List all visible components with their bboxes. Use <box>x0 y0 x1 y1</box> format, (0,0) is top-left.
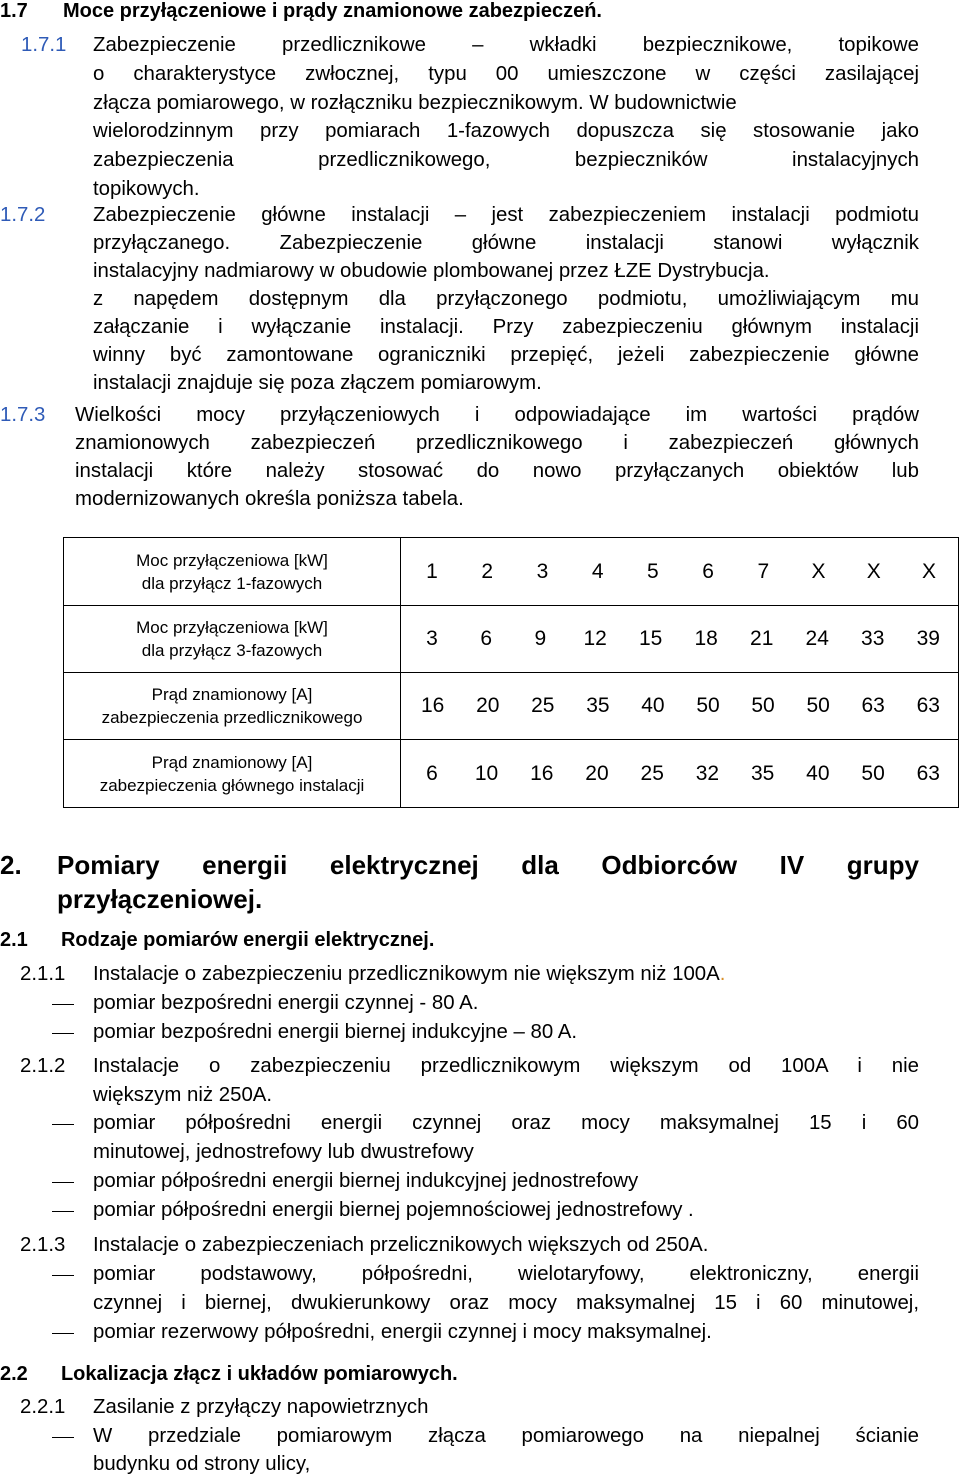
section-title: Rodzaje pomiarów energii elektrycznej. <box>60 929 435 951</box>
table-cell: 6 <box>480 627 492 650</box>
list-item-continuation: budynku od strony ulicy, <box>93 1453 311 1475</box>
rating-table <box>63 537 959 808</box>
paragraph-number: 2.1.3 <box>20 1234 66 1256</box>
text-line: instalacji które należy stosować do nowo przyłączanych obiektów lub <box>75 460 919 482</box>
text-line: topikowych. <box>93 178 200 200</box>
text-line: modernizowanych określa poniższa tabela. <box>75 488 464 510</box>
text-segment: Przy zabezpieczeniu głównym instalacji <box>492 316 919 338</box>
table-cell: 16 <box>421 694 445 717</box>
table-cell: 5 <box>647 559 659 583</box>
list-item: pomiar półpośredni energii biernej pojemnościowej jednostrefowy . <box>93 1199 694 1221</box>
table-cell: 21 <box>750 627 774 650</box>
table-cell: 7 <box>757 559 770 583</box>
list-item-continuation: czynnej i biernej, dwukierunkowy oraz mocy maksymalnej 15 i 60 minutowej, <box>93 1292 919 1314</box>
row-values <box>401 538 959 606</box>
table-cell: 10 <box>474 761 499 785</box>
table-cell: 40 <box>806 761 830 785</box>
table-cell: 3 <box>536 559 549 583</box>
list-item: W przedziale pomiarowym złącza pomiarowego na niepalnej ścianie <box>93 1425 919 1447</box>
text-line <box>93 229 919 257</box>
row-label-line: zabezpieczenia głównego instalacji <box>99 775 365 795</box>
table-cell: 32 <box>695 761 720 785</box>
paragraph-number: 2.1.2 <box>20 1055 66 1077</box>
table-cell: 63 <box>861 694 885 717</box>
row-label-line: dla przyłącz 1-fazowych <box>141 573 323 593</box>
table-cell: 39 <box>916 627 940 650</box>
list-item: pomiar podstawowy, półpośredni, wielotaryfowy, elektroniczny, energii <box>93 1263 919 1285</box>
table-row <box>64 673 959 740</box>
dash-bullet-icon <box>52 1004 74 1005</box>
section-2-2-heading <box>0 1360 458 1388</box>
text-line: Zabezpieczenie przedlicznikowe – wkładki bezpiecznikowe, topikowe <box>93 34 919 56</box>
text-line: Instalacje o zabezpieczeniach przelicznikowych większych od 250A. <box>93 1234 709 1256</box>
paragraph-number: 1.7.2 <box>0 204 46 226</box>
section-number: 2. <box>0 850 22 880</box>
text-line: instalacji znajduje się poza złączem pomiarowym. <box>93 372 542 394</box>
text-line: zabezpieczenia przedlicznikowego, bezpieczników instalacyjnych <box>93 149 919 171</box>
table-cell: 25 <box>640 761 664 785</box>
row-label-line: Prąd znamionowy [A] <box>151 752 313 772</box>
paragraph-number: 1.7.1 <box>21 34 67 56</box>
section-number: 2.2 <box>0 1363 28 1385</box>
table-cell: 3 <box>426 627 438 650</box>
table-cell: 4 <box>591 559 604 583</box>
row-values <box>401 740 959 808</box>
text-line: winny być zamontowane ograniczniki przepięć, jeżeli zabezpieczenie główne <box>93 344 919 366</box>
list-item: pomiar półpośredni energii biernej indukcyjnej jednostrefowy <box>93 1170 639 1192</box>
text-line: Instalacje o zabezpieczeniu przedlicznikowym większym od 100A i nie <box>93 1055 919 1077</box>
row-label-line: Moc przyłączeniowa [kW] <box>136 550 328 570</box>
row-label <box>64 538 401 606</box>
text-line <box>93 313 919 341</box>
paragraph-number: 2.1.1 <box>20 963 66 985</box>
row-label-line: Moc przyłączeniowa [kW] <box>136 618 328 637</box>
table-cell: 50 <box>751 694 775 717</box>
row-values <box>401 673 959 740</box>
row-label <box>64 606 401 673</box>
text-line: Zabezpieczenie główne instalacji – jest zabezpieczeniem instalacji podmiotu <box>93 204 919 226</box>
text-line <box>93 960 725 988</box>
row-label <box>64 740 401 808</box>
table-cell: 50 <box>861 761 885 785</box>
dash-bullet-icon <box>52 1182 74 1183</box>
table-cell: 6 <box>426 761 438 785</box>
text-line: większym niż 250A. <box>93 1084 273 1106</box>
row-label-line: dla przyłącz 3-fazowych <box>141 641 323 660</box>
table-cell: 25 <box>531 694 555 717</box>
row-label <box>64 673 401 740</box>
section-title: Moce przyłączeniowe i prądy znamionowe zabezpieczeń. <box>62 0 602 22</box>
section-number: 1.7 <box>0 0 28 22</box>
table-row <box>64 606 959 673</box>
table-cell: 6 <box>702 559 714 583</box>
list-item: pomiar rezerwowy półpośredni, energii czynnej i mocy maksymalnej. <box>93 1321 712 1343</box>
section-title-line: przyłączeniowej. <box>57 884 263 914</box>
table-cell: 24 <box>805 627 829 650</box>
dash-bullet-icon <box>52 1275 74 1276</box>
table-cell: 9 <box>534 627 547 650</box>
text-line: wielorodzinnym przy pomiarach 1-fazowych dopuszcza się stosowanie jako <box>93 120 919 142</box>
table-row <box>64 740 959 808</box>
text-segment: złącza pomiarowego, w rozłączniku bezpiecznikowym. <box>93 92 584 114</box>
table-cell: 50 <box>806 694 830 717</box>
section-title: Lokalizacja złącz i układów pomiarowych. <box>60 1363 458 1385</box>
dash-bullet-icon <box>52 1333 74 1334</box>
table-cell: 18 <box>694 627 718 650</box>
table-cell: 63 <box>916 694 940 717</box>
text-segment: przyłączanego. <box>93 232 231 254</box>
table-cell: 63 <box>916 761 940 785</box>
dash-bullet-icon <box>52 1437 74 1438</box>
table-row <box>64 538 959 606</box>
list-item: pomiar półpośredni energii czynnej oraz mocy maksymalnej 15 i 60 <box>93 1112 919 1134</box>
dash-bullet-icon <box>52 1211 74 1212</box>
section-title-line: Pomiary energii elektrycznej dla Odbiorców IV grupy <box>57 850 919 880</box>
section-1-7-heading <box>0 0 602 25</box>
table-cell: 16 <box>530 761 554 785</box>
row-values <box>401 606 959 673</box>
dash-bullet-icon <box>52 1124 74 1125</box>
text-segment: Instalacje o zabezpieczeniu przedlicznikowym nie większym niż 100A <box>93 963 720 985</box>
paragraph-number: 2.2.1 <box>20 1396 66 1418</box>
table-cell: 35 <box>750 761 775 785</box>
table-cell: X <box>866 559 881 583</box>
text-segment: załączanie i wyłączanie instalacji. <box>93 316 464 338</box>
row-label-line: zabezpieczenia przedlicznikowego <box>101 708 363 727</box>
paragraph-number: 1.7.3 <box>0 404 46 426</box>
text-line <box>93 89 737 117</box>
table-cell: 50 <box>696 694 720 717</box>
dash-bullet-icon <box>52 1033 74 1034</box>
text-line: Zasilanie z przyłączy napowietrznych <box>93 1396 429 1418</box>
table-cell: 1 <box>426 559 438 583</box>
table-cell: X <box>921 559 936 583</box>
table-cell: 15 <box>638 627 663 650</box>
table-cell: 12 <box>583 627 607 650</box>
section-2-1-heading <box>0 926 434 954</box>
text-segment: . <box>719 963 726 985</box>
table-cell: 33 <box>861 627 885 650</box>
text-line: z napędem dostępnym dla przyłączonego podmiotu, umożliwiającym mu <box>93 288 919 310</box>
text-line: znamionowych zabezpieczeń przedlicznikowego i zabezpieczeń głównych <box>75 432 919 454</box>
text-line: Wielkości mocy przyłączeniowych i odpowiadające im wartości prądów <box>75 404 919 426</box>
section-number: 2.1 <box>0 929 28 951</box>
table-cell: 20 <box>585 761 609 785</box>
list-item: pomiar bezpośredni energii czynnej - 80 A. <box>93 992 479 1014</box>
list-item: pomiar bezpośredni energii biernej indukcyjne – 80 A. <box>93 1021 578 1043</box>
text-line: o charakterystyce zwłocznej, typu 00 umieszczone w części zasilającej <box>93 63 919 85</box>
list-item-continuation: minutowej, jednostrefowy lub dwustrefowy <box>93 1141 474 1163</box>
row-label-line: Prąd znamionowy [A] <box>151 685 313 704</box>
table-cell: 40 <box>641 694 665 717</box>
text-segment: W budownictwie <box>589 92 737 114</box>
table-cell: 2 <box>481 559 494 583</box>
text-line: instalacyjny nadmiarowy w obudowie plombowanej przez ŁZE Dystrybucja. <box>93 260 770 282</box>
table-cell: 20 <box>476 694 500 717</box>
table-cell: X <box>811 559 826 583</box>
table-cell: 35 <box>586 694 610 717</box>
text-segment: Zabezpieczenie główne instalacji stanowi wyłącznik <box>279 232 920 254</box>
